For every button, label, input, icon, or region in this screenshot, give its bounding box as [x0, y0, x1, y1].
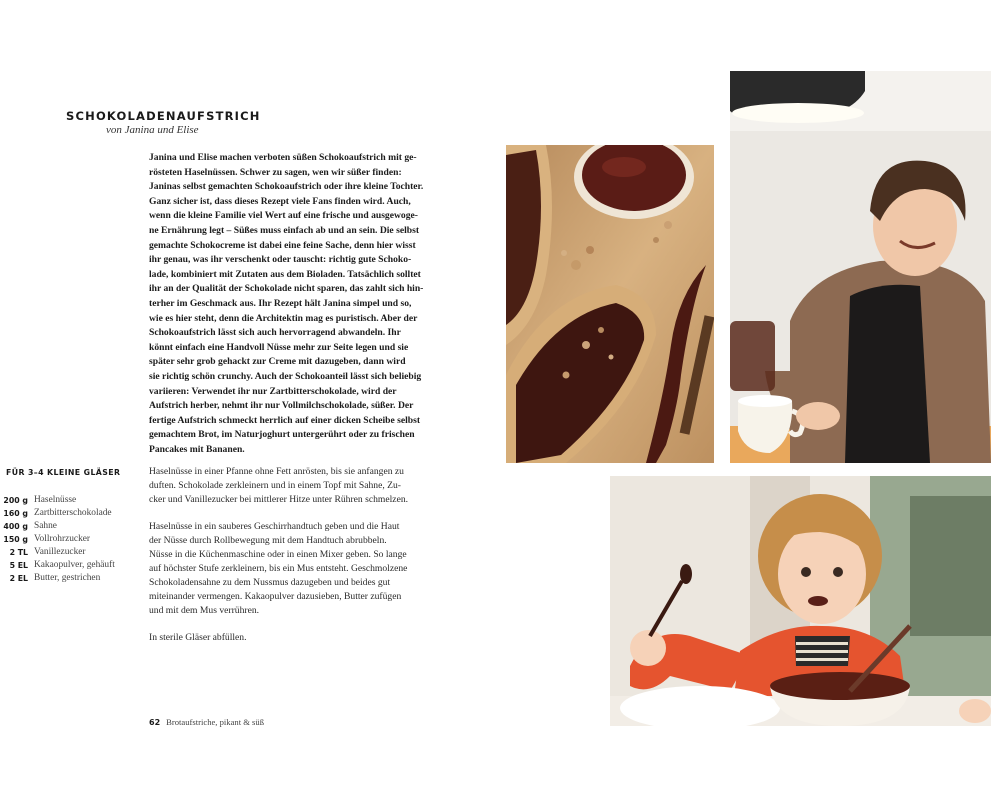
woman-with-jar-illustration — [730, 71, 991, 463]
ingredient-amount: 5 EL — [9, 561, 28, 570]
ingredients-heading: FÜR 3–4 KLEINE GLÄSER — [6, 468, 121, 477]
ingredient-amount: 200 g — [3, 496, 28, 505]
intro-line: gemachtem Brot, im Naturjoghurt untergerührt oder zu frischen — [149, 429, 415, 441]
step-line: auf höchster Stufe zerkleinern, bis ein Mus entsteht. Geschmolzene — [149, 563, 408, 574]
step-line: und mit dem Mus verrühren. — [149, 605, 260, 616]
intro-text — [149, 151, 435, 457]
intro-line: variieren: Verwendet ihr nur Zartbitterschokolade, wird der — [149, 385, 397, 397]
ingredient-name: Butter, gestrichen — [34, 573, 101, 583]
intro-line: ne Ernährung legt – Süßes muss einfach ab und an sein. Die selbst — [149, 224, 420, 236]
intro-line: sie richtig schön crunchy. Auch der Schokoanteil lässt sich beliebig — [149, 370, 422, 382]
ingredient-name: Vanillezucker — [34, 547, 86, 557]
ingredient-amount: 160 g — [3, 509, 28, 518]
step-line: In sterile Gläser abfüllen. — [149, 632, 247, 643]
intro-line: Janinas selbst gemachten Schokoaufstrich oder ihre kleine Tochter. — [149, 181, 424, 193]
page-number: 62 — [149, 718, 161, 727]
section-title: Brotaufstriche, pikant & süß — [166, 717, 264, 727]
step-line: cker und Vanillezucker bei mittlerer Hitze unter Rühren schmelzen. — [149, 494, 409, 505]
recipe-byline: von Janina und Elise — [106, 124, 199, 136]
intro-line: lade, kombiniert mit Zutaten aus dem Bioladen. Tatsächlich solltet — [149, 268, 421, 280]
ingredient-name: Vollrohrzucker — [34, 534, 91, 544]
child-eating-chocolate-illustration — [610, 476, 991, 726]
ingredient-amount: 150 g — [3, 535, 28, 544]
ingredient-amount: 2 EL — [9, 574, 28, 583]
step-paragraph — [149, 631, 449, 645]
ingredient-amount: 400 g — [3, 522, 28, 531]
preparation-steps — [149, 465, 449, 658]
ingredient-name: Kakaopulver, gehäuft — [34, 560, 115, 570]
step-line: Schokoladensahne zu dem Nussmus dazugeben und beides gut — [149, 577, 391, 588]
intro-line: könnt einfach eine Handvoll Nüsse mehr zur Seite legen und sie — [149, 341, 409, 353]
intro-line: Aufstrich herber, nehmt ihr nur Vollmilchschokolade, süßer. Der — [149, 400, 414, 412]
step-line: Haselnüsse in einer Pfanne ohne Fett anrösten, bis sie anfangen zu — [149, 466, 404, 477]
woman-with-jar-photo — [730, 71, 991, 463]
intro-line: Pancakes mit Bananen. — [149, 443, 245, 455]
step-line: Nüsse in die Küchenmaschine oder in einen Mixer geben. So lange — [149, 549, 407, 560]
intro-line: später sehr grob gehackt zur Creme mit dazugeben, dann wird — [149, 356, 406, 368]
step-line: Haselnüsse in ein sauberes Geschirrhandtuch geben und die Haut — [149, 521, 400, 532]
intro-line: rösteten Haselnüssen. Schwer zu sagen, wen wir süßer finden: — [149, 166, 402, 178]
intro-line: Ganz sicher ist, dass dieses Rezept viele Fans finden wird. Auch, — [149, 195, 411, 207]
intro-line: terher im Geschmack aus. Ihr Rezept hält Janina simpel und so, — [149, 297, 412, 309]
child-eating-chocolate-photo — [610, 476, 991, 726]
intro-line: fertige Aufstrich schmeckt herrlich auf einer dicken Scheibe selbst — [149, 414, 421, 426]
step-line: miteinander vermengen. Kakaopulver dazusieben, Butter zufügen — [149, 591, 402, 602]
intro-line: Schokoaufstrich lässt sich auch hervorragend abwandeln. Ihr — [149, 327, 401, 339]
intro-line: Janina und Elise machen verboten süßen Schokoaufstrich mit ge- — [149, 152, 417, 163]
intro-line: gemachte Schokocreme ist dabei eine feine Sache, denn hier wisst — [149, 239, 416, 251]
ingredient-name: Haselnüsse — [34, 495, 77, 505]
step-paragraph — [149, 465, 449, 507]
ingredient-amount: 2 TL — [9, 548, 28, 557]
step-paragraph — [149, 520, 449, 618]
chocolate-spread-bread-illustration — [506, 145, 714, 463]
page-footer — [149, 717, 264, 727]
ingredient-name: Zartbitterschokolade — [34, 508, 112, 518]
step-line: der Nüsse durch Rollbewegung mit dem Handtuch abrubbeln. — [149, 535, 387, 546]
intro-line: ihr an der Qualität der Schokolade nicht sparen, das zahlt sich hin- — [149, 283, 424, 295]
step-line: duften. Schokolade zerkleinern und in einem Topf mit Sahne, Zu- — [149, 480, 401, 491]
ingredient-name: Sahne — [34, 521, 57, 531]
intro-line: ihr genau, was ihr verschenkt oder tauscht: richtig gute Schoko- — [149, 254, 412, 266]
chocolate-spread-bread-photo — [506, 145, 714, 463]
intro-line: wenn die kleine Familie viel Wert auf eine frische und ausgewoge- — [149, 210, 418, 222]
recipe-title: SCHOKOLADENAUFSTRICH — [66, 109, 261, 123]
intro-line: wie es hier steht, denn die Architektin mag es puristisch. Aber der — [149, 312, 418, 324]
